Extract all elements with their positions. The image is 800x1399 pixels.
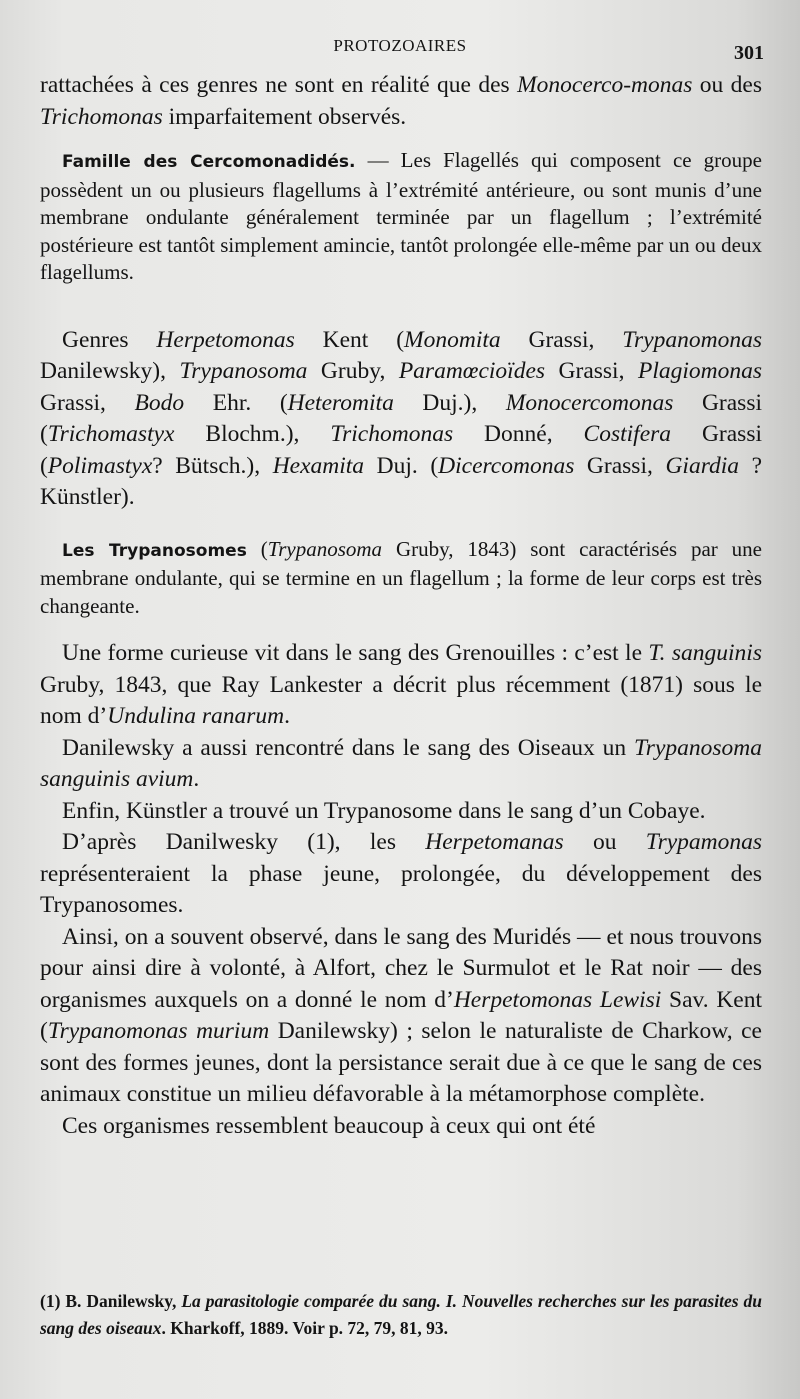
italic-term: Dicercomonas bbox=[438, 452, 575, 479]
text-run: Gruby, 1843, que Ray Lankester a décrit plus récemment (1871) sous le nom d’ bbox=[40, 671, 762, 729]
italic-term: Trypanomonas murium bbox=[47, 1018, 270, 1044]
text-run: Gruby, bbox=[307, 358, 399, 384]
page-header bbox=[0, 36, 800, 66]
italic-term: Polimastyx bbox=[47, 452, 153, 479]
text-run: Grassi ( bbox=[40, 389, 762, 447]
text-run: Danilewsky a aussi rencontré dans le sang des Oiseaux un bbox=[62, 734, 635, 761]
text-run: D’après Danilwesky (1), les bbox=[62, 829, 426, 855]
text-run: Enfin, Künstler a trouvé un Trypanosome dans le sang d’un Cobaye. bbox=[62, 797, 706, 824]
text-run: Genres bbox=[62, 326, 157, 353]
text-run: Grassi, bbox=[500, 326, 623, 353]
paragraph-cobaye bbox=[40, 796, 762, 828]
text-run: Ehr. ( bbox=[184, 389, 288, 416]
italic-term: Heteromita bbox=[287, 389, 394, 416]
text-run: Duj. ( bbox=[364, 452, 439, 479]
italic-term: T. sanguinis bbox=[648, 640, 762, 666]
italic-term: Paramœcioïdes bbox=[398, 358, 546, 384]
text-run: Une forme curieuse vit dans le sang des Grenouilles : c’est le bbox=[62, 640, 649, 666]
italic-term: Hexamita bbox=[272, 452, 365, 479]
paragraph-family-cercomonadides bbox=[40, 147, 762, 287]
italic-term: Monomita bbox=[404, 326, 501, 353]
text-run: — Les Flagellés qui composent ce groupe possèdent un ou plusieurs flagellums à l’extrémité antérieure, ou sont munis d’une membrane ondulante généralement terminée par un flagellum ; l’extrémité postérieure est tantôt simplement amincie, tantôt prolongée elle-même par un ou deux flagellums. bbox=[40, 148, 762, 284]
italic-term: Herpetomonas bbox=[156, 326, 295, 353]
text-run: Ainsi, on a souvent observé, dans le sang des Muridés — et nous trouvons pour ainsi dire à volonté, à Alfort, chez le Surmulot et le Rat noir — des organismes auxquels on a donné le nom d’ bbox=[40, 923, 762, 1013]
paragraph-murides bbox=[40, 922, 762, 1111]
text-run: ( bbox=[246, 536, 268, 561]
running-title: PROTOZOAIRES bbox=[333, 36, 467, 55]
text-run: Danilewsky), bbox=[40, 358, 180, 384]
italic-term: Bodo bbox=[134, 389, 185, 416]
italic-term: Trypanosoma bbox=[179, 358, 308, 384]
text-run: Grassi, bbox=[40, 389, 135, 416]
text-run: ou des bbox=[692, 72, 763, 98]
footnote bbox=[40, 1288, 762, 1342]
text-run: Ces organismes ressemblent beaucoup à ceux qui ont été bbox=[62, 1112, 596, 1139]
italic-term: Trypanosoma sanguinis avium bbox=[40, 734, 762, 792]
text-run: . bbox=[284, 703, 291, 729]
text-run: Duj.), bbox=[393, 389, 506, 416]
text-run: Kent ( bbox=[294, 326, 405, 353]
text-run: Sav. Kent ( bbox=[40, 986, 763, 1044]
italic-term: Giardia bbox=[665, 452, 739, 479]
italic-term: Monocerco-monas bbox=[517, 72, 693, 98]
italic-term: Plagiomonas bbox=[637, 358, 762, 384]
paragraph-frog-form bbox=[40, 638, 762, 733]
italic-term: Undulina ranarum bbox=[107, 703, 285, 729]
text-run: ? Künstler). bbox=[40, 452, 763, 510]
text-run: ? Bütsch.), bbox=[152, 452, 273, 479]
italic-term: Monocercomonas bbox=[505, 389, 674, 416]
paragraph-trypanosomes bbox=[40, 536, 762, 621]
italic-term: Trypanomonas bbox=[622, 326, 762, 353]
text-run: Gruby, 1843) sont caractérisés par une membrane ondulante, qui se termine en un flagellum ; la forme de leur corps est très changeante. bbox=[40, 536, 762, 618]
italic-term: Trichomonas bbox=[40, 103, 163, 130]
text-run: représenteraient la phase jeune, prolongée, du développement des Trypanosomes. bbox=[40, 860, 762, 918]
text-run: Donné, bbox=[453, 421, 584, 447]
trypanosomes-heading: Les Trypanosomes bbox=[62, 540, 247, 561]
text-run: (1) B. Danilewsky, bbox=[40, 1291, 182, 1311]
body-text bbox=[40, 70, 762, 1142]
text-run: imparfaitement observés. bbox=[162, 103, 407, 130]
text-run: Grassi ( bbox=[40, 421, 763, 479]
text-run: rattachées à ces genres ne sont en réalité que des bbox=[40, 72, 518, 98]
italic-term: Trichomonas bbox=[330, 421, 454, 447]
paragraph-birds bbox=[40, 733, 762, 796]
text-run: Danilewsky) ; selon le naturaliste de Charkow, ce sont des formes jeunes, dont la persistance serait due à ce que le sang de ces animaux constitue un milieu défavorable à la métamorphose complète. bbox=[40, 1018, 762, 1107]
italic-term: Herpetomanas bbox=[425, 829, 564, 855]
text-run: Blochm.), bbox=[174, 421, 331, 447]
italic-term: La parasitologie comparée du sang. I. Nouvelles recherches sur les parasites du sang des oiseaux bbox=[40, 1291, 762, 1338]
text-run: . Kharkoff, 1889. Voir p. 72, 79, 81, 93. bbox=[161, 1318, 449, 1338]
italic-term: Costifera bbox=[583, 421, 672, 447]
italic-term: Herpetomonas Lewisi bbox=[453, 986, 662, 1013]
italic-term: Trichomastyx bbox=[47, 421, 175, 447]
paragraph-genera-list bbox=[40, 325, 762, 514]
paragraph-continuation bbox=[40, 70, 762, 133]
family-heading: Famille des Cercomonadidés. bbox=[62, 152, 356, 172]
italic-term: Trypanosoma bbox=[267, 536, 383, 561]
italic-term: Trypamonas bbox=[645, 829, 763, 855]
paragraph-danilwesky bbox=[40, 827, 762, 922]
text-run: ou bbox=[563, 829, 646, 855]
text-run: Grassi, bbox=[574, 452, 666, 479]
text-run: Grassi, bbox=[545, 358, 638, 384]
page-number: 301 bbox=[734, 42, 764, 64]
text-run: . bbox=[193, 766, 200, 792]
paragraph-organismes bbox=[40, 1111, 762, 1143]
